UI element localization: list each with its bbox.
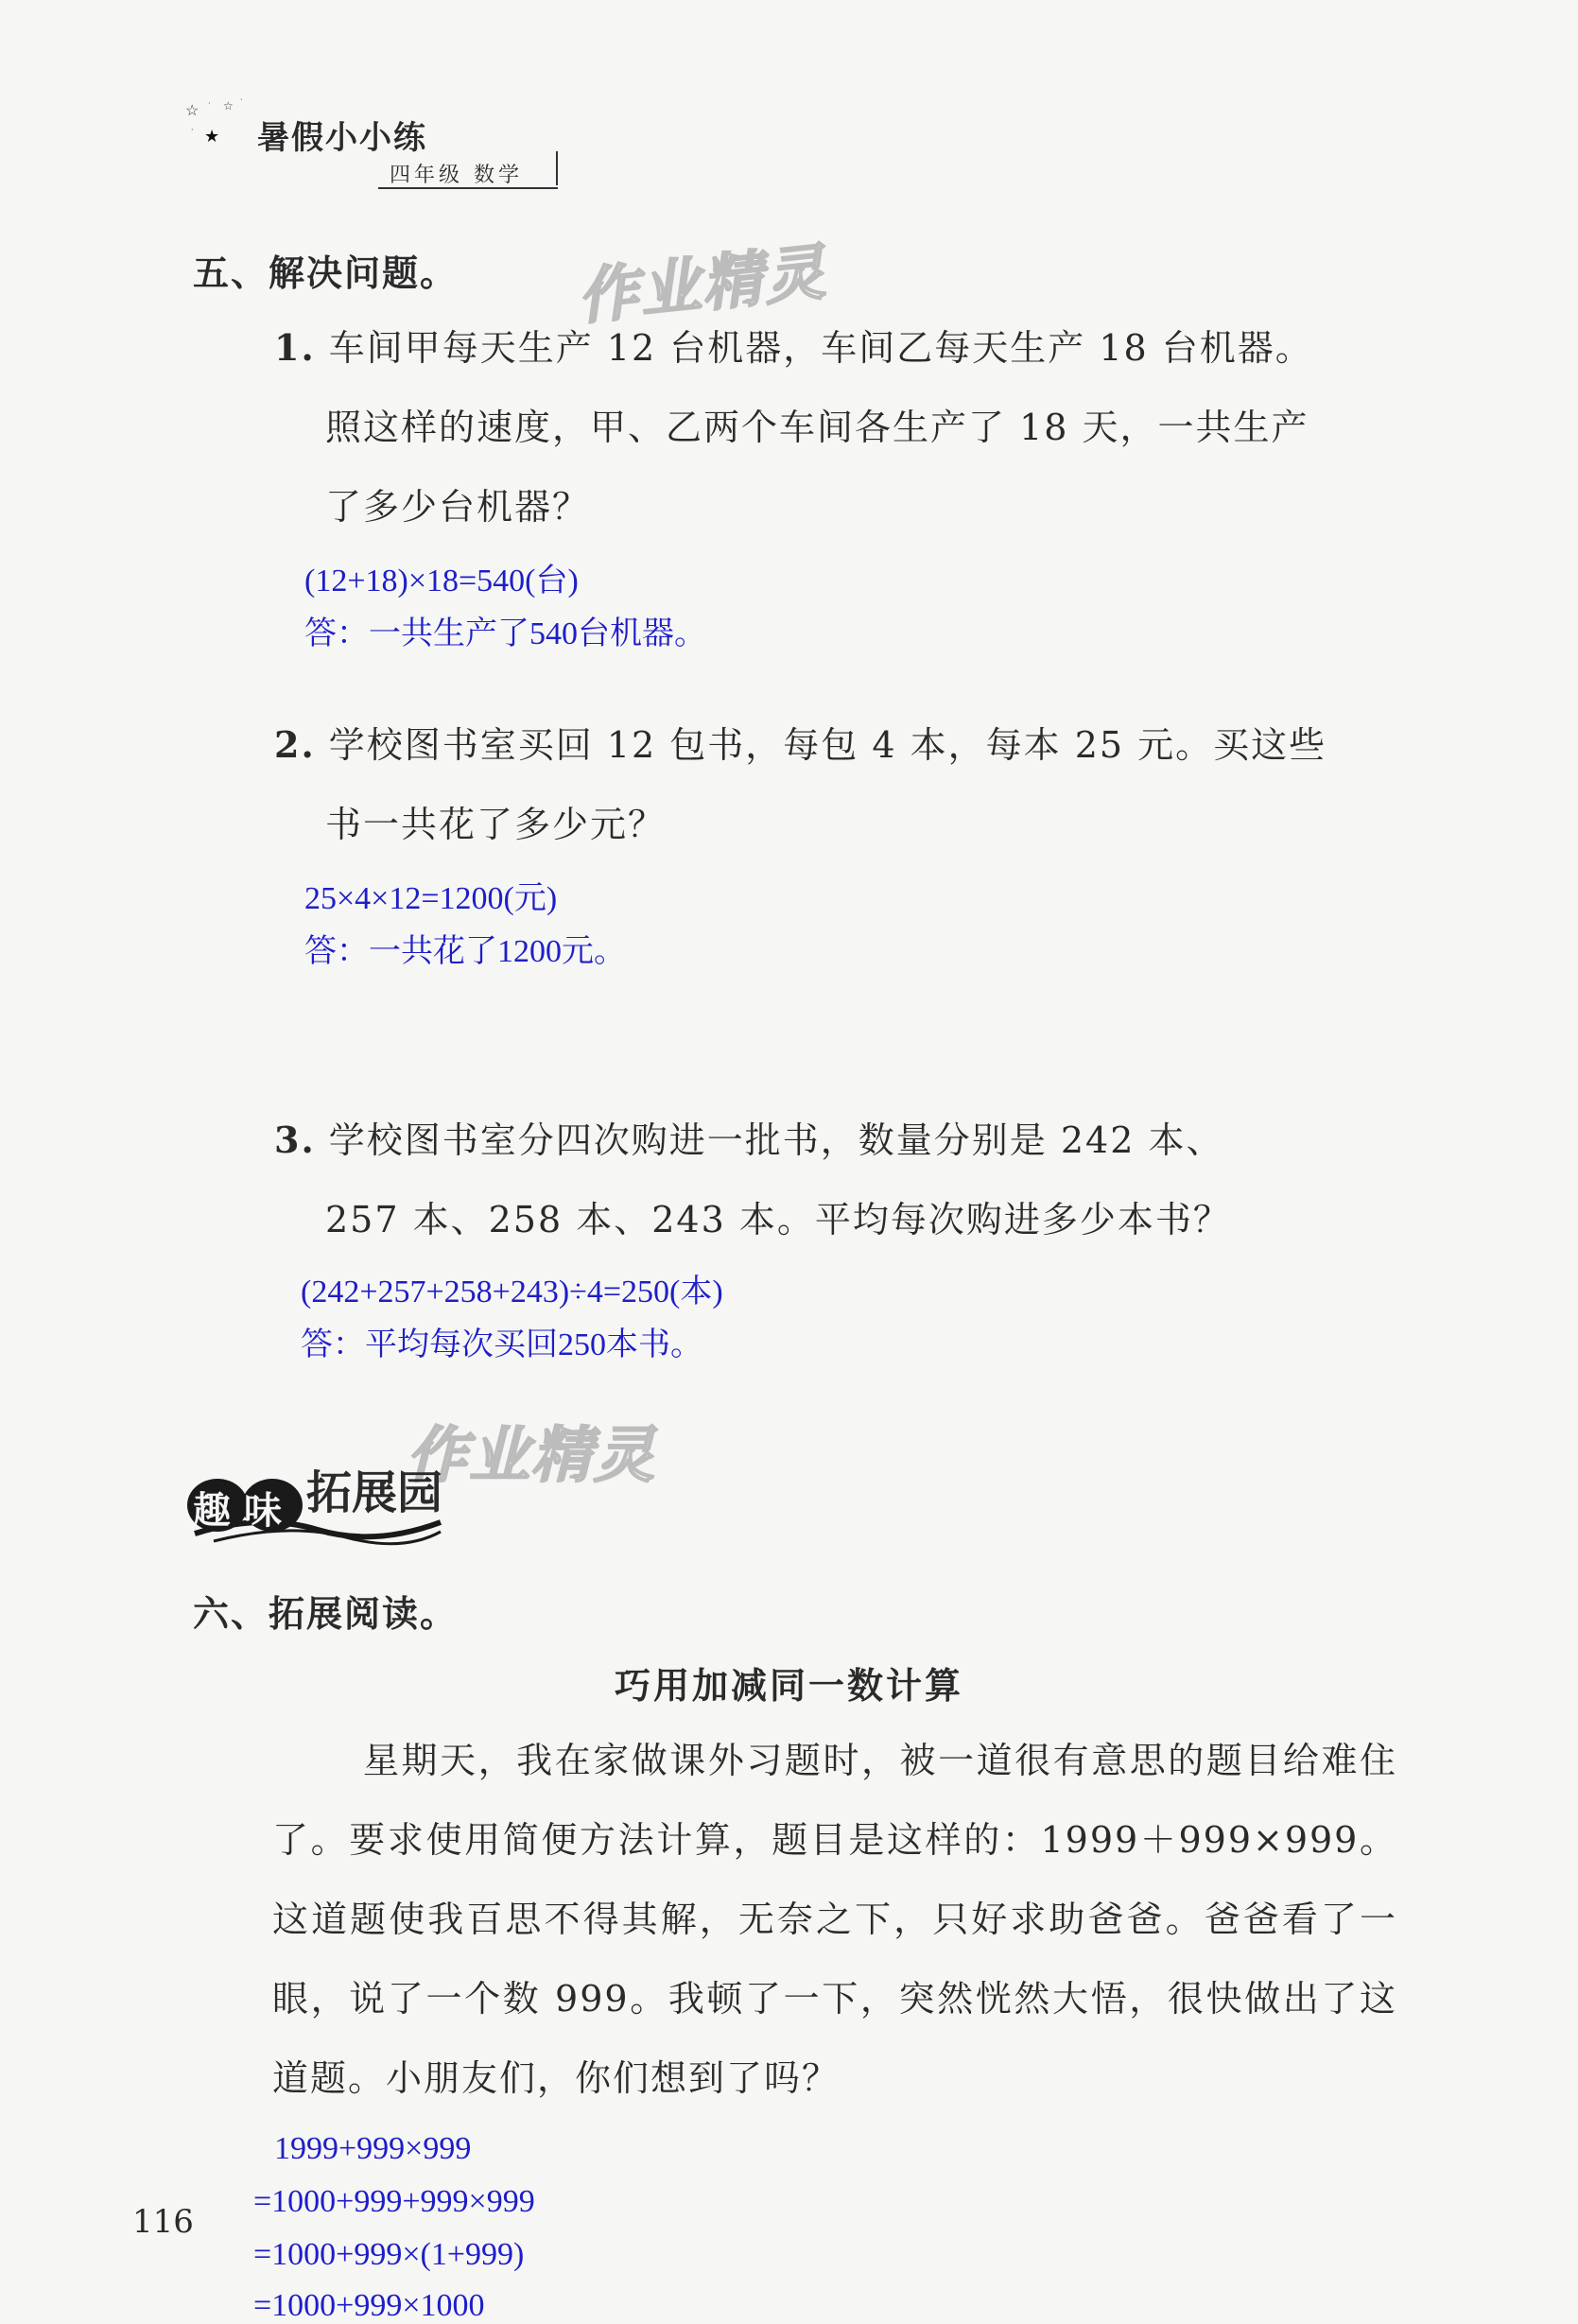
- svg-text:☆: ☆: [223, 99, 234, 113]
- watermark: 作业精灵: [574, 237, 830, 334]
- question-line: 257 本、258 本、243 本。平均每次购进多少本书？: [325, 1199, 1231, 1240]
- logo-right-text: 拓展园: [306, 1466, 443, 1519]
- header-subtitle: 四年级 数学: [390, 164, 523, 187]
- question-line: 书一共花了多少元？: [325, 804, 667, 845]
- fun-extension-logo: [185, 1447, 450, 1551]
- question-line: 车间甲每天生产 12 台机器，车间乙每天生产 18 台机器。: [328, 327, 1313, 369]
- question-line: 学校图书室买回 12 包书，每包 4 本，每本 25 元。买这些: [328, 724, 1327, 766]
- question-1: [274, 308, 1313, 388]
- calc-step: 1999+999×999: [274, 2131, 472, 2166]
- svg-text:·: ·: [208, 99, 211, 108]
- watermark: 作业精灵: [407, 1421, 656, 1491]
- header-title: 暑假小小练: [257, 119, 427, 157]
- question-line: 了多少台机器？: [325, 486, 591, 528]
- article-paragraph: [272, 1721, 1397, 2118]
- answer-expression: 25×4×12=1200(元): [304, 881, 558, 916]
- question-line: 照这样的速度，甲、乙两个车间各生产了 18 天，一共生产: [325, 407, 1309, 448]
- answer-text: 答：一共花了1200元。: [304, 934, 626, 969]
- answer-text: 答：一共生产了540台机器。: [304, 616, 706, 651]
- section5-heading: 五、解决问题。: [193, 252, 459, 294]
- svg-text:★: ★: [204, 127, 220, 147]
- answer-text: 答：平均每次买回250本书。: [301, 1327, 702, 1362]
- page-number: 116: [132, 2203, 194, 2241]
- article-text: 星期天，我在家做课外习题时，被一道很有意思的题目给难住了。要求使用简便方法计算，题目是这样的：1999＋999×999。这道题使我百思不得其解，无奈之下，只好求助爸爸。爸爸看了一眼，说了一个数 999。我顿了一下，突然恍然大悟，很快做出了这道题。小朋友们，你们想到了吗？: [272, 1740, 1397, 2099]
- question-2: [274, 705, 1327, 785]
- svg-text:☆: ☆: [185, 101, 199, 119]
- logo-left-text: 趣味: [193, 1489, 295, 1533]
- header-underline: [378, 187, 558, 189]
- svg-text:·: ·: [191, 126, 194, 134]
- header-divider: [556, 151, 558, 185]
- calc-step: =1000+999+999×999: [253, 2184, 535, 2219]
- section6-heading: 六、拓展阅读。: [193, 1593, 459, 1635]
- question-number: 3.: [274, 1119, 316, 1161]
- question-number: 2.: [274, 723, 316, 766]
- question-3: [274, 1101, 1223, 1180]
- question-number: 1.: [274, 326, 316, 369]
- answer-expression: (242+257+258+243)÷4=250(本): [301, 1275, 723, 1309]
- calc-step: =1000+999×(1+999): [253, 2237, 525, 2272]
- answer-expression: (12+18)×18=540(台): [304, 564, 579, 598]
- svg-text:·: ·: [240, 95, 243, 104]
- calc-step: =1000+999×1000: [253, 2288, 485, 2323]
- article-title: 巧用加减同一数计算: [614, 1665, 963, 1707]
- question-line: 学校图书室分四次购进一批书，数量分别是 242 本、: [328, 1119, 1224, 1161]
